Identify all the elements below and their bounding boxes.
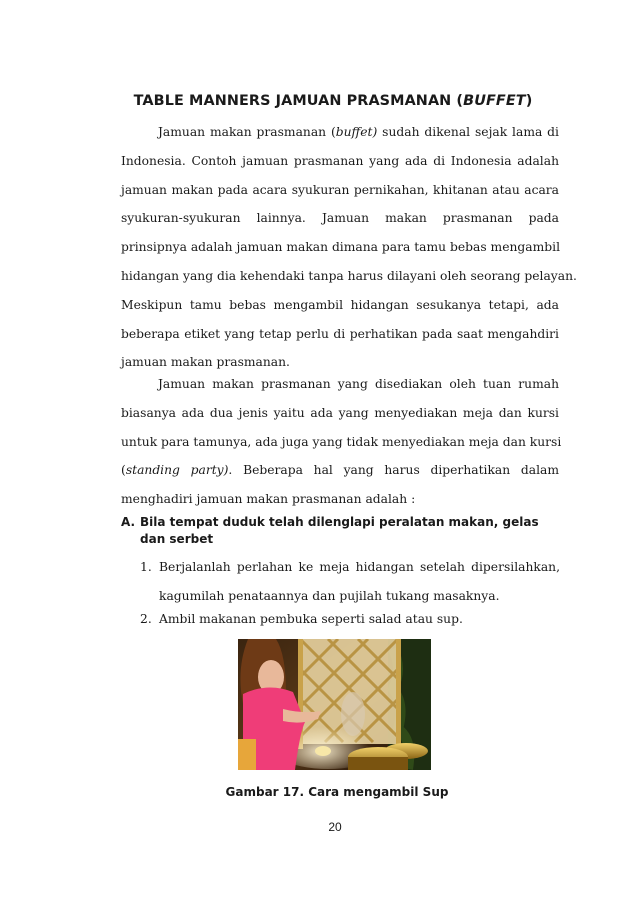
- text-line: prinsipnya adalah jamuan makan dimana para tamu bebas mengambil: [121, 240, 561, 255]
- page-number: 20: [328, 820, 342, 834]
- text-line: Indonesia. Contoh jamuan prasmanan yang ada di Indonesia adalah: [121, 153, 559, 168]
- figure-caption: Gambar 17. Cara mengambil Sup: [225, 785, 449, 799]
- page-title: TABLE MANNERS JAMUAN PRASMANAN (BUFFET): [133, 93, 533, 109]
- text-line: untuk para tamunya, ada juga yang tidak menyediakan meja dan kursi: [121, 434, 562, 449]
- list-number: 1.: [140, 560, 152, 574]
- text-line: jamuan makan pada acara syukuran pernikahan, khitanan atau acara: [121, 182, 559, 197]
- list-number: 2.: [140, 612, 152, 626]
- text-line: Jamuan makan prasmanan (buffet) sudah dikenal sejak lama di: [158, 125, 559, 139]
- text-line: hidangan yang dia kehendaki tanpa harus dilayani oleh seorang pelayan.: [121, 268, 577, 283]
- text-line: biasanya ada dua jenis yaitu ada yang menyediakan meja dan kursi: [121, 405, 559, 420]
- text-line: menghadiri jamuan makan prasmanan adalah :: [121, 492, 416, 507]
- text-line: syukuran-syukuran lainnya. Jamuan makan prasmanan pada: [121, 211, 559, 226]
- text-line: kagumilah penataannya dan pujilah tukang masaknya.: [159, 588, 500, 603]
- section-label: A.: [121, 515, 136, 529]
- paragraph-2: [121, 370, 562, 514]
- text-line: Jamuan makan prasmanan yang disediakan oleh tuan rumah: [158, 377, 559, 391]
- section-a-heading: [121, 514, 559, 548]
- text-line: beberapa etiket yang tetap perlu di perhatikan pada saat mengahdiri: [121, 326, 559, 341]
- paragraph-1: [121, 118, 577, 377]
- text-line: (standing party). Beberapa hal yang harus diperhatikan dalam: [121, 463, 560, 478]
- text-line: jamuan makan prasmanan.: [121, 355, 290, 370]
- text-line: Berjalanlah perlahan ke meja hidangan setelah dipersilahkan,: [159, 560, 560, 574]
- text-line: Meskipun tamu bebas mengambil hidangan sesukanya tetapi, ada: [121, 297, 559, 312]
- soup-photo: [238, 639, 431, 770]
- list-item: [140, 553, 560, 611]
- text-line: Ambil makanan pembuka seperti salad atau sup.: [159, 612, 463, 626]
- list-item: [140, 605, 560, 634]
- section-text: Bila tempat duduk telah dilenglapi peralatan makan, gelas dan serbet: [140, 515, 539, 546]
